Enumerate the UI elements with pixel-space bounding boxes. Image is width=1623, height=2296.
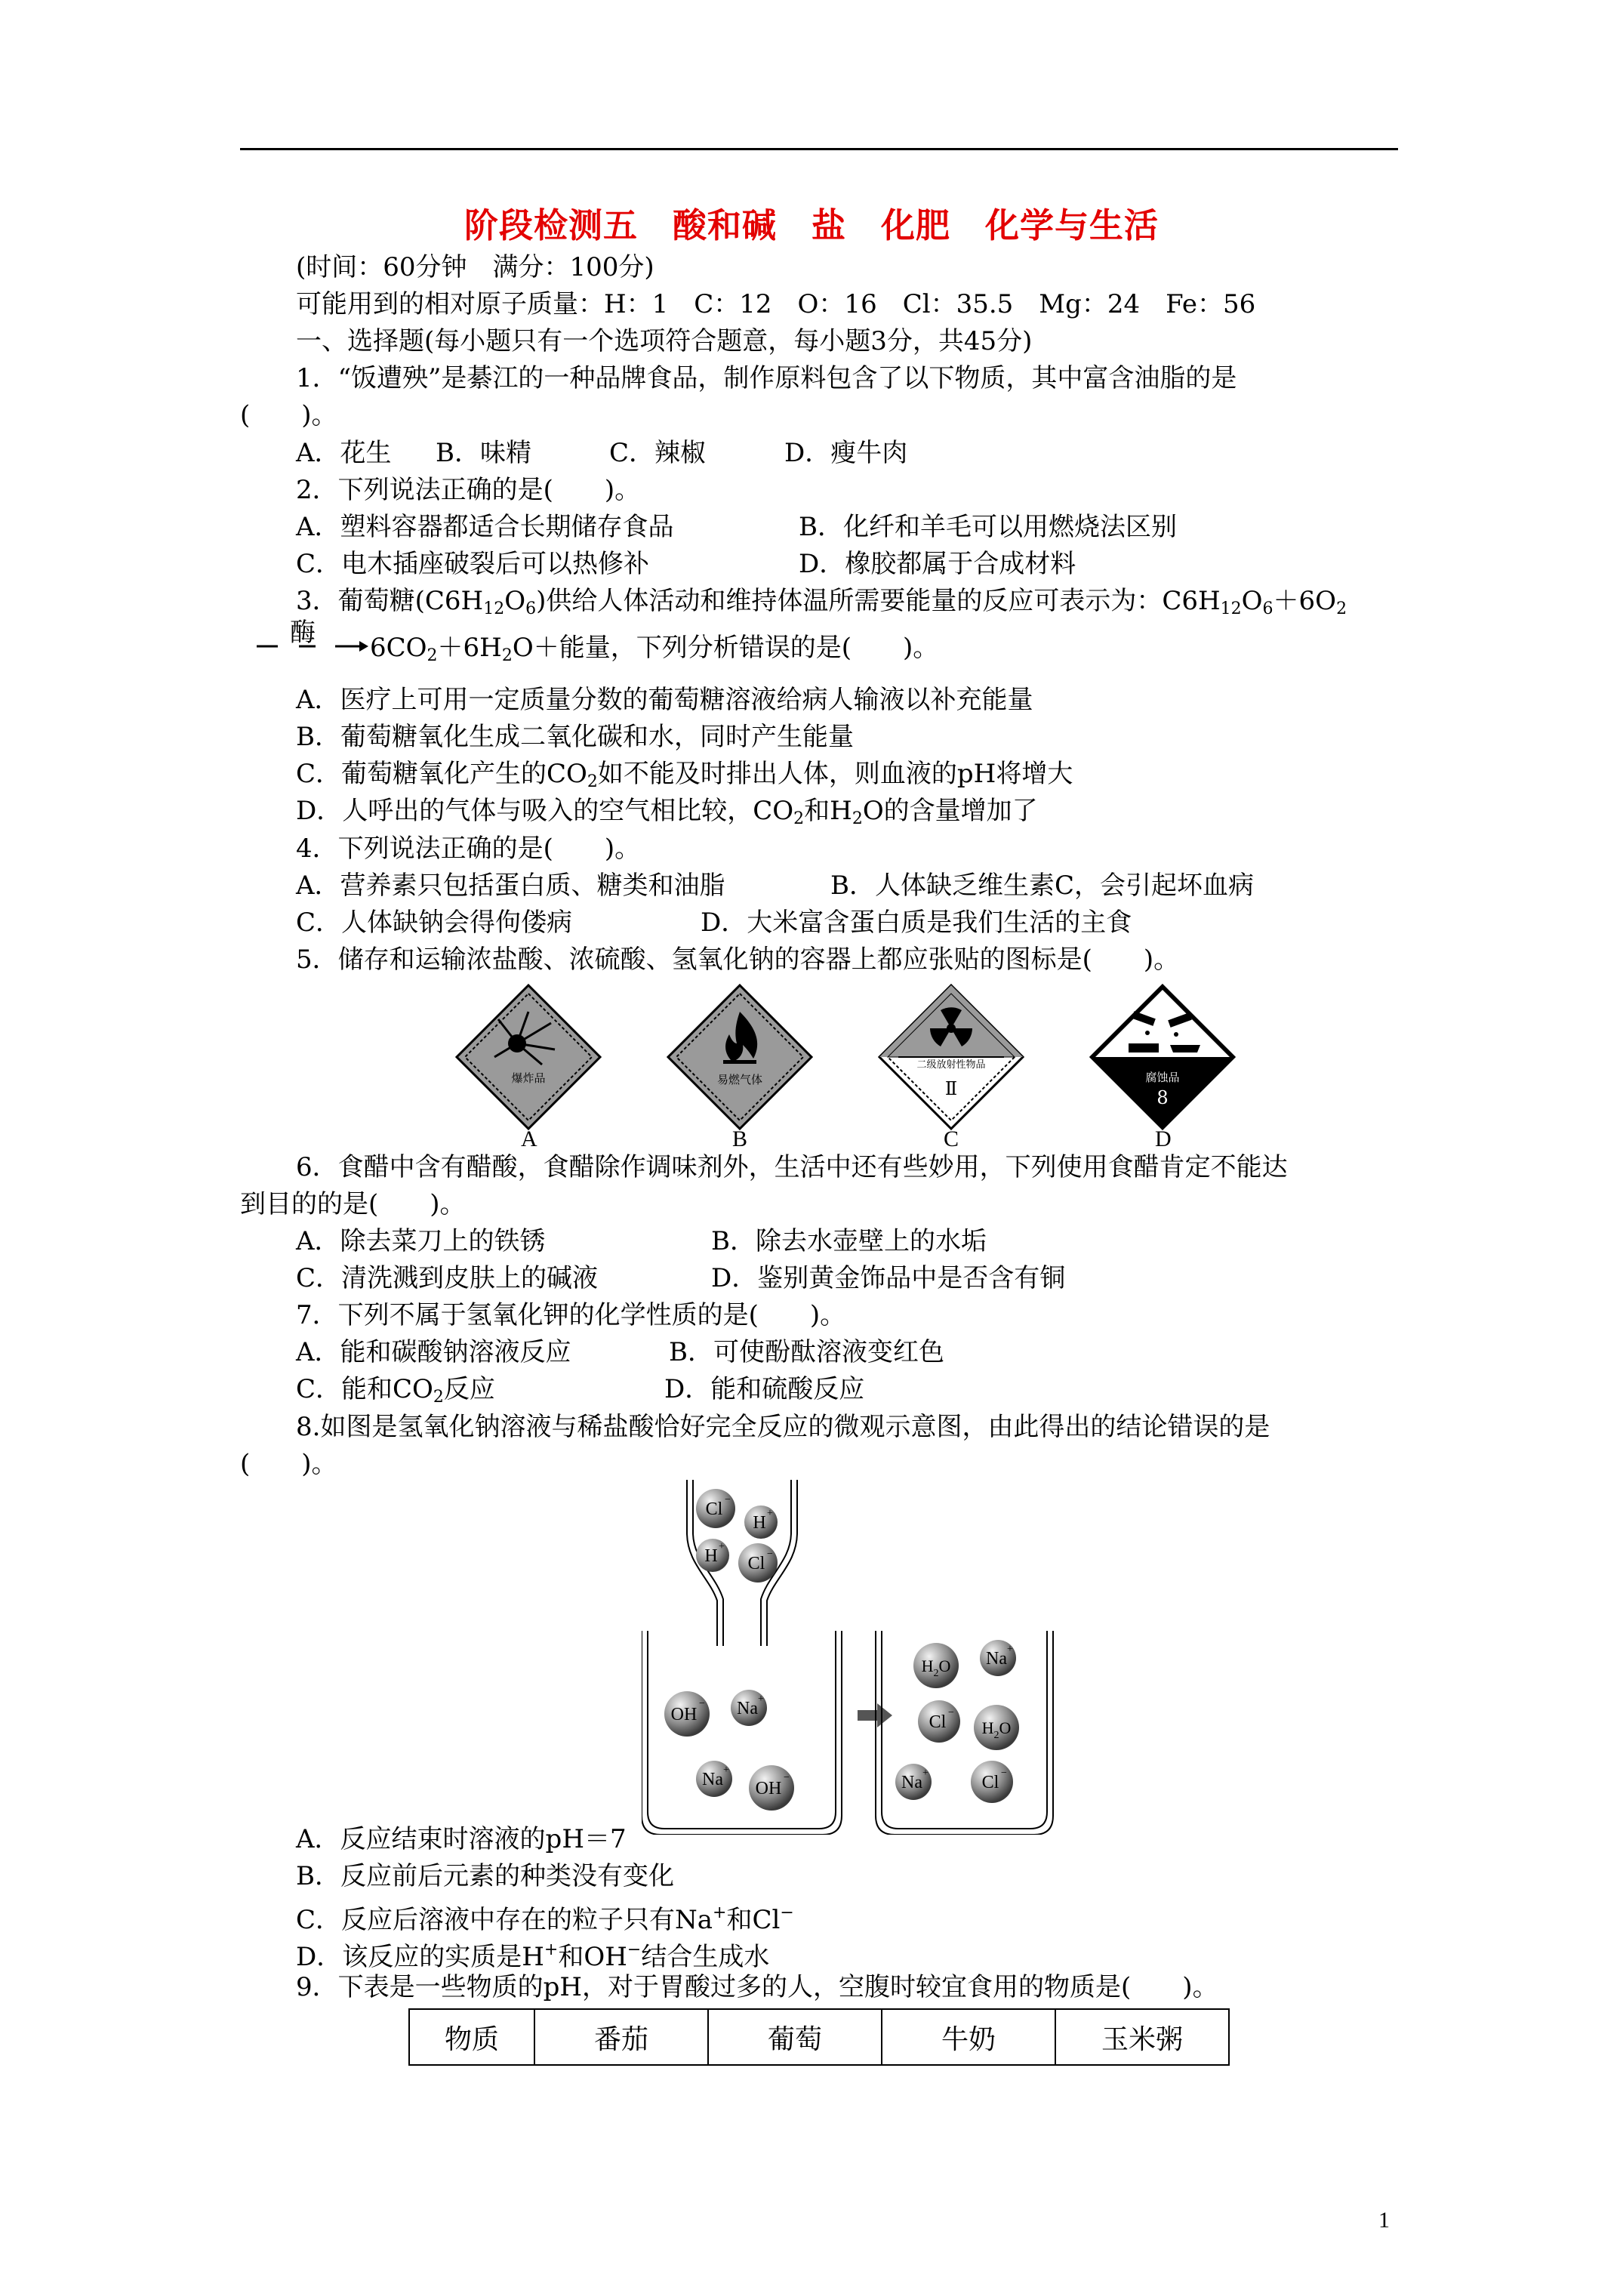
q2-option-a[interactable]: A．塑料容器都适合长期储存食品: [296, 512, 674, 542]
enzyme-label: 酶: [290, 618, 316, 648]
particle-na-4: [895, 1764, 932, 1800]
svg-text:+: +: [922, 1767, 929, 1779]
svg-text:Na: Na: [737, 1699, 758, 1718]
q8-option-a[interactable]: A．反应结束时溶液的pH＝7: [296, 1824, 627, 1854]
particle-cl-3: [918, 1700, 960, 1743]
q4-option-c[interactable]: C．人体缺钠会得佝偻病: [296, 908, 573, 938]
q1-stem: 1．“饭遭殃”是綦江的一种品牌食品，制作原料包含了以下物质，其中富含油脂的是: [296, 363, 1237, 393]
particle-h-2: [696, 1539, 729, 1572]
svg-text:H2O: $H_2O$: [981, 1718, 1012, 1741]
q2-stem: 2．下列说法正确的是( )。: [296, 475, 641, 505]
left-beaker: [642, 1631, 842, 1835]
reaction-arrow-icon: [255, 639, 368, 654]
hazard-sign-c[interactable]: [879, 985, 1023, 1129]
hazard-sign-b[interactable]: [668, 985, 812, 1129]
q4-stem: 4．下列说法正确的是( )。: [296, 834, 641, 864]
svg-text:−: −: [1001, 1767, 1007, 1779]
q2-options-row1: [296, 512, 1177, 542]
q7-options-row1: [296, 1337, 944, 1367]
table-header-cell: 物质: [409, 2009, 534, 2065]
svg-text:Cl: Cl: [929, 1712, 947, 1732]
sign-c-text: 二级放射性物品: [916, 1059, 986, 1071]
particle-oh-1: [664, 1691, 710, 1737]
q6-options-row1: [296, 1226, 987, 1256]
q7-option-c[interactable]: C．能和$CO_2$反应: [296, 1374, 495, 1407]
q7-option-d[interactable]: D．能和硫酸反应: [664, 1374, 865, 1404]
q3-stem: 3．葡萄糖$(C6H_{12}O_6)$供给人体活动和维持体温所需要能量的反应可表示为：$C6H_{12}O_6+6O_2$: [296, 586, 1347, 618]
q3-stem-cont: $6CO_2+6H_2O+$能量，下列分析错误的是( )。: [370, 633, 939, 665]
q1-option-c[interactable]: C．辣椒: [609, 438, 707, 468]
q6-stem: 6．食醋中含有醋酸，食醋除作调味剂外，生活中还有些妙用，下列使用食醋肯定不能达: [296, 1152, 1288, 1182]
q3-option-b[interactable]: B．葡萄糖氧化生成二氧化碳和水，同时产生能量: [296, 722, 854, 752]
q1-option-a[interactable]: A．花生: [296, 438, 392, 468]
sign-a-text: 爆炸品: [511, 1071, 546, 1085]
svg-text:OH: OH: [755, 1779, 782, 1798]
svg-text:+: +: [758, 1693, 764, 1705]
section-heading: 一、选择题(每小题只有一个选项符合题意，每小题3分，共45分): [296, 326, 1033, 356]
q1-stem-cont: ( )。: [240, 400, 337, 430]
q4-option-b[interactable]: B．人体缺乏维生素C，会引起坏血病: [830, 871, 1254, 901]
q6-options-row2: [296, 1263, 1065, 1293]
q1-option-b[interactable]: B．味精: [436, 438, 531, 468]
q7-option-a[interactable]: A．能和碳酸钠溶液反应: [296, 1337, 571, 1367]
particle-h2o-2: [974, 1705, 1019, 1750]
q8-option-d[interactable]: D．该反应的实质是H+和OH−结合生成水: [296, 1940, 770, 1972]
sign-label-d: D: [1155, 1126, 1172, 1151]
q1-options: [296, 438, 907, 468]
q5-stem: 5．储存和运输浓盐酸、浓硫酸、氢氧化钠的容器上都应张贴的图标是( )。: [296, 945, 1180, 975]
particle-oh-2: [749, 1765, 794, 1811]
q7-option-b[interactable]: B．可使酚酞溶液变红色: [669, 1337, 944, 1367]
svg-text:Na: Na: [702, 1770, 723, 1789]
q7-stem: 7．下列不属于氢氧化钾的化学性质的是( )。: [296, 1300, 846, 1330]
q6-option-a[interactable]: A．除去菜刀上的铁锈: [296, 1226, 546, 1256]
svg-text:+: +: [723, 1764, 729, 1776]
particle-na-3: [980, 1640, 1016, 1676]
reaction-diagram: [642, 1480, 1064, 1835]
sign-d-text: 腐蚀品: [1145, 1071, 1180, 1084]
q3-option-a[interactable]: A．医疗上可用一定质量分数的葡萄糖溶液给病人输液以补充能量: [296, 685, 1033, 715]
q3-option-d[interactable]: D．人呼出的气体与吸入的空气相比较，$CO_2$和$H_2O$的含量增加了: [296, 796, 1038, 828]
q9-stem: 9．下表是一些物质的pH，对于胃酸过多的人，空腹时较宜食用的物质是( )。: [296, 1972, 1218, 2002]
svg-text:Cl: Cl: [705, 1499, 723, 1519]
table-row: [409, 2009, 1229, 2065]
q2-option-c[interactable]: C．电木插座破裂后可以热修补: [296, 549, 650, 579]
hazard-sign-d[interactable]: [1091, 985, 1234, 1129]
q2-option-b[interactable]: B．化纤和羊毛可以用燃烧法区别: [799, 512, 1177, 542]
sign-c-roman: Ⅱ: [944, 1078, 958, 1099]
exam-meta: (时间：60分钟 满分：100分): [296, 252, 654, 282]
particle-cl-4: [971, 1761, 1013, 1803]
q3-option-c[interactable]: C．葡萄糖氧化产生的$CO_2$如不能及时排出人体，则血液的pH将增大: [296, 759, 1073, 791]
q4-option-d[interactable]: D．大米富含蛋白质是我们生活的主食: [701, 908, 1132, 938]
svg-text:OH: OH: [670, 1705, 698, 1724]
q4-option-a[interactable]: A．营养素只包括蛋白质、糖类和油脂: [296, 871, 725, 901]
particle-na-2: [696, 1761, 732, 1797]
q4-options-row2: [296, 908, 1132, 938]
sign-label-b: B: [732, 1126, 748, 1151]
svg-text:−: −: [767, 1549, 773, 1560]
svg-text:−: −: [699, 1698, 705, 1709]
svg-text:+: +: [767, 1508, 773, 1519]
hazard-signs: [453, 982, 1238, 1155]
sign-label-c: C: [944, 1126, 959, 1151]
table-header-cell: 番茄: [534, 2009, 708, 2065]
q7-options-row2: [296, 1374, 864, 1413]
q6-stem-cont: 到目的的是( )。: [240, 1189, 466, 1219]
svg-text:−: −: [948, 1707, 954, 1718]
q2-option-d[interactable]: D．橡胶都属于合成材料: [799, 549, 1076, 579]
header-rule: [240, 148, 1398, 150]
svg-text:−: −: [725, 1494, 731, 1505]
particle-cl-2: [738, 1543, 778, 1583]
sign-d-number: 8: [1156, 1087, 1169, 1108]
q6-option-d[interactable]: D．鉴别黄金饰品中是否含有铜: [711, 1263, 1066, 1293]
svg-text:H: H: [753, 1513, 766, 1533]
particle-h2o-1: [913, 1643, 959, 1688]
particle-cl-1: [696, 1489, 735, 1528]
svg-text:+: +: [719, 1541, 725, 1552]
sign-label-a: A: [521, 1126, 537, 1151]
q6-option-c[interactable]: C．清洗溅到皮肤上的碱液: [296, 1263, 599, 1293]
particle-na-1: [731, 1690, 767, 1726]
ph-table: [408, 2008, 1230, 2066]
atomic-masses: 可能用到的相对原子质量：H：1 C：12 O：16 Cl：35.5 Mg：24 Fe：56: [296, 289, 1256, 319]
page-number: 1: [1378, 2208, 1390, 2233]
q1-option-d[interactable]: D．瘦牛肉: [784, 438, 908, 468]
q4-options-row1: [296, 871, 1254, 901]
svg-text:Cl: Cl: [981, 1773, 999, 1792]
q8-option-b[interactable]: B．反应前后元素的种类没有变化: [296, 1861, 674, 1891]
particle-h-1: [744, 1505, 778, 1539]
svg-text:H2O: $H_2O$: [921, 1657, 951, 1679]
table-header-cell: 牛奶: [882, 2009, 1055, 2065]
svg-text:+: +: [1007, 1644, 1013, 1655]
svg-text:−: −: [784, 1772, 790, 1783]
hazard-sign-a[interactable]: [457, 985, 600, 1129]
right-beaker: [876, 1631, 1053, 1835]
svg-text:H: H: [704, 1546, 718, 1566]
table-header-cell: 葡萄: [708, 2009, 882, 2065]
svg-text:Na: Na: [986, 1649, 1007, 1669]
table-header-cell: 玉米粥: [1055, 2009, 1229, 2065]
svg-text:Na: Na: [901, 1773, 922, 1792]
sign-b-text: 易燃气体: [716, 1073, 763, 1086]
svg-text:Cl: Cl: [747, 1554, 765, 1573]
q2-options-row2: [296, 549, 1076, 579]
q6-option-b[interactable]: B．除去水壶壁上的水垢: [711, 1226, 987, 1256]
q8-stem-cont: ( )。: [240, 1449, 337, 1479]
page-title: 阶段检测五 酸和碱 盐 化肥 化学与生活: [463, 205, 1159, 245]
q8-stem: 8.如图是氢氧化钠溶液与稀盐酸恰好完全反应的微观示意图，由此得出的结论错误的是: [296, 1412, 1270, 1442]
q8-option-c[interactable]: C．反应后溶液中存在的粒子只有Na+和Cl−: [296, 1903, 794, 1935]
